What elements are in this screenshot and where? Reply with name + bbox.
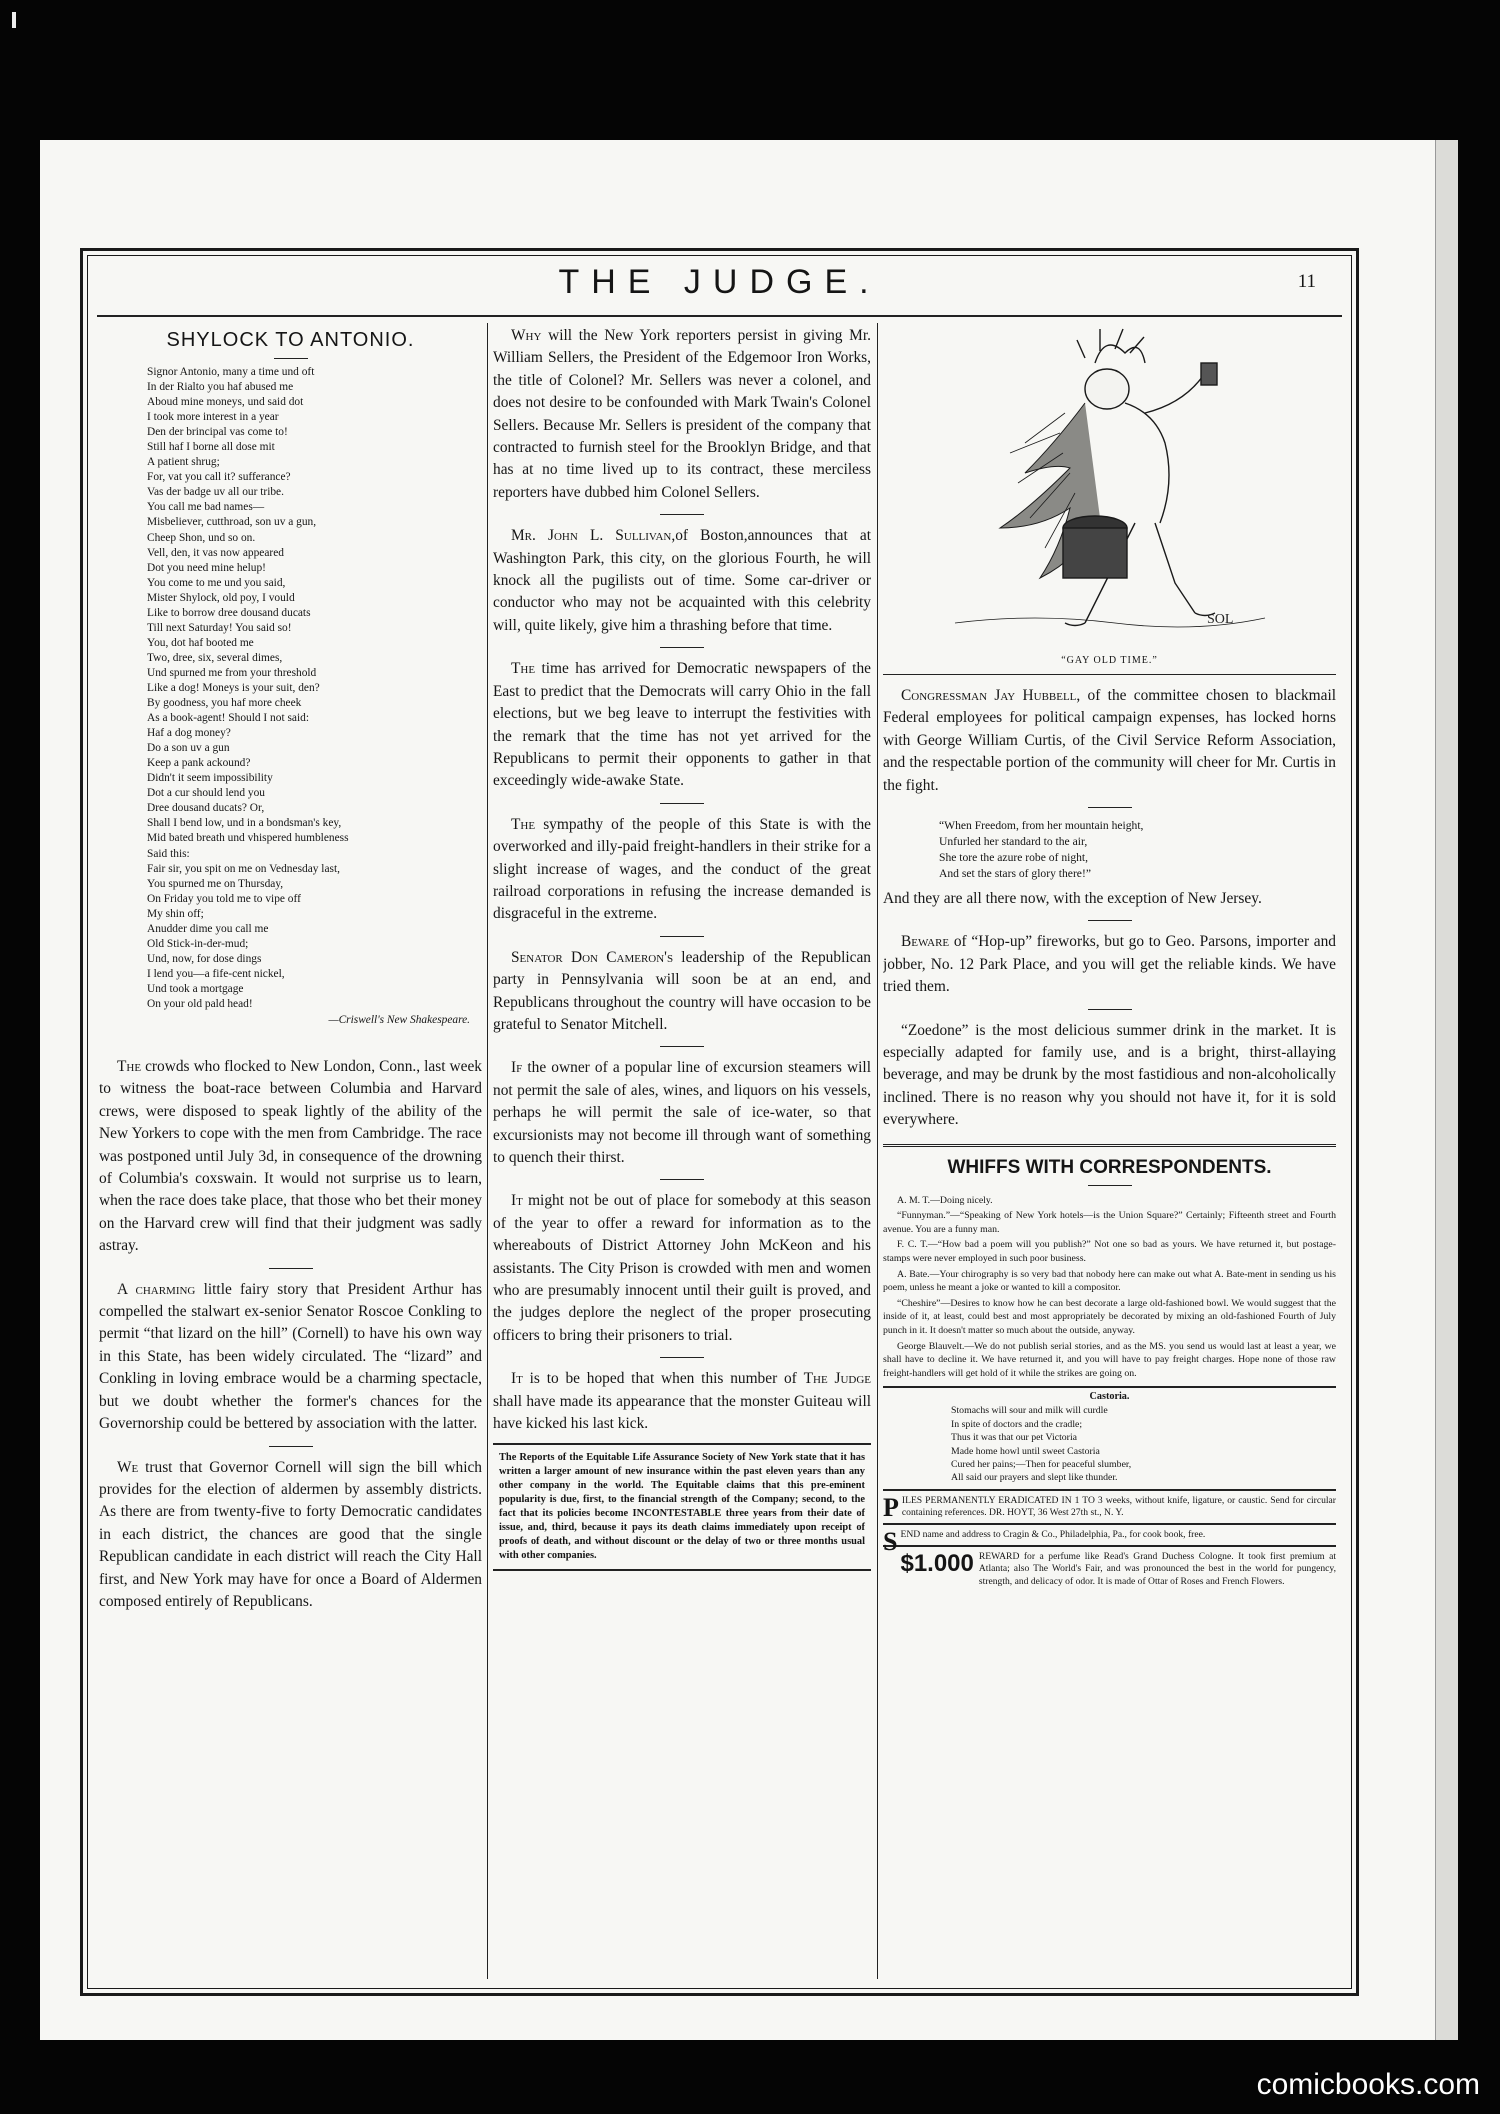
- lead-word: Why: [511, 327, 542, 344]
- lead-word: Beware: [901, 933, 950, 951]
- ad-cook-book: [883, 1523, 1336, 1557]
- poem-line: Dot a cur should lend you: [147, 787, 265, 800]
- poem-line: Misbeliever, cutthroad, son uv a gun,: [147, 516, 317, 529]
- lead-word: The: [511, 815, 536, 833]
- poem-line: On your old pald head!: [147, 997, 253, 1010]
- poem-line: I lend you—a fife-cent nickel,: [147, 967, 285, 980]
- poem-line: As a book-agent! Should I not said:: [147, 712, 309, 725]
- poem-line: Und, now, for dose dings: [147, 952, 262, 965]
- poem-line: Dot you need mine helup!: [147, 561, 266, 574]
- section-dash: [269, 1446, 313, 1447]
- section-dash: [1088, 807, 1132, 808]
- cartoon-illustration: [945, 323, 1275, 655]
- poem-line: Keep a pank ackound?: [147, 757, 251, 770]
- section-dash: [660, 1357, 704, 1358]
- page-frame: [80, 248, 1359, 1996]
- quote-line: She tore the azure robe of night,: [939, 851, 1089, 865]
- cartoon-drawing: [945, 323, 1275, 655]
- lead-word: Mr. John L. Sullivan,: [511, 527, 676, 545]
- article-text: time has arrived for Democratic newspapers of the East to predict that the Democrats will carry Ohio in the fall elections, but we beg leave to interrupt the festivities with the remark that the time has not yet arrived for the Republicans to permit their opponents to gather in that exceedingly wide-awake State.: [493, 660, 871, 790]
- scan-mark: [12, 12, 16, 28]
- lead-word: A charming: [117, 1280, 196, 1298]
- article-text: is to be hoped that when this number of: [522, 1370, 804, 1388]
- poem-line: Old Stick-in-der-mud;: [147, 937, 249, 950]
- article-text: of Boston,announces that at Washington Park, this city, on the glorious Fourth, he will knock all the pugilists out of time. Some car-driver or conductor who may not be acquainted with this celebrity will, quite likely, give him a thrashing before that time.: [493, 527, 871, 634]
- raised-arm: [1145, 373, 1205, 413]
- section-dash: [660, 647, 704, 648]
- bottle: [1201, 363, 1217, 385]
- title-dash: [1088, 1185, 1132, 1186]
- wild-hair: [1095, 345, 1145, 363]
- poem-line: Mid bated breath und vhispered humbleness: [147, 832, 349, 845]
- article-text: shall have made its appearance that the monster Guiteau will have kicked his last kick.: [493, 1392, 871, 1433]
- quote-line: Unfurled her standard to the air,: [939, 835, 1088, 849]
- section-dash: [660, 803, 704, 804]
- correspondent-reply: A. Bate.—Your chirography is so very bad that nobody here can make out what A. Bate-ment in sending us his poem, unless he meant a joke or wanted to kill a compositor.: [883, 1268, 1336, 1294]
- article-new-jersey: And they are all there now, with the exception of New Jersey.: [883, 890, 1262, 908]
- poem-line: You, dot haf booted me: [147, 636, 254, 649]
- poem-line: Aboud mine moneys, und said dot: [147, 396, 304, 409]
- poem-line: You spurned me on Thursday,: [147, 877, 284, 890]
- lead-word: If: [511, 1059, 523, 1077]
- article-text: leadership of the Republican party in Pennsylvania will soon be at an end, and Republicans throughout the country will have occasion to be grateful to Senator Mitchell.: [493, 948, 871, 1033]
- hair-strands: [1077, 329, 1144, 358]
- article-text: of “Hop-up” fireworks, but go to Geo. Parsons, importer and jobber, No. 12 Park Place, and you will get the reliable kinds. We have tried them.: [883, 933, 1336, 996]
- poem-line: Like to borrow dree dousand ducats: [147, 606, 311, 619]
- article-zoedone: “Zoedone” is the most delicious summer drink in the market. It is especially adapted for family use, and is a bright, thirst-allaying beverage, and may be drunk by the most fastidious and non-alcoholically inclined. There is no reason why you should not have it, for it is sold everywhere.: [883, 1021, 1336, 1129]
- column-divider: [877, 323, 878, 1979]
- section-dash: [660, 514, 704, 515]
- poem-line: Said this:: [147, 847, 190, 860]
- article-guiteau: [493, 1368, 871, 1435]
- article-aldermen: [99, 1457, 482, 1614]
- artist-signature: SOL: [1206, 612, 1233, 627]
- caption-rule: [883, 674, 1336, 675]
- article-text: little fairy story that President Arthur has compelled the stalwart ex-senior Senator Roscoe Conkling to permit “that lizard on the hill” (Cornell) to have his own way in this State, has been widely circulated. The “lizard” and Conkling in loving embrace would be a charming spectacle, but we doubt whether the former's chances for the Governorship could be bettered by association with the latter.: [99, 1280, 482, 1433]
- article-hubbell: [883, 685, 1336, 797]
- poem-line: For, vat you call it? sufferance?: [147, 471, 291, 484]
- poem-line: Mister Shylock, old poy, I vould: [147, 591, 295, 604]
- poem-body: [99, 365, 482, 1012]
- drum-body: [1063, 528, 1127, 578]
- poem-line: Still haf I borne all dose mit: [147, 441, 275, 454]
- site-credit: comicbooks.com: [1256, 2068, 1480, 2101]
- lead-word: The: [117, 1058, 142, 1076]
- poem-line: You come to me und you said,: [147, 576, 286, 589]
- quote-line: And set the stars of glory there!”: [939, 867, 1091, 881]
- page-number: 11: [1297, 271, 1316, 292]
- ad-text: REWARD for a perfume like Read's Grand Duchess Cologne. It took first premium at Atlanta; also The World's Fair, and was pronounced the best in the world for pungency, strength, and delicacy of odor. It is made of Ottar of Roses and French Flowers.: [978, 1550, 1336, 1587]
- poem-line: Und spurned me from your threshold: [147, 666, 317, 679]
- the-judge-name: The Judge: [803, 1370, 871, 1388]
- article-excursion: [493, 1057, 871, 1169]
- poem-line: I took more interest in a year: [147, 411, 279, 424]
- castoria-line: Made home howl until sweet Castoria: [951, 1445, 1100, 1457]
- section-dash: [660, 936, 704, 937]
- section-dash: [660, 1046, 704, 1047]
- double-rule: [883, 1144, 1336, 1147]
- lead-word: It: [511, 1192, 523, 1210]
- article-mckeon: [493, 1190, 871, 1347]
- masthead-title: THE JUDGE.: [558, 263, 881, 301]
- poem-line: Cheep Shon, und so on.: [147, 531, 256, 544]
- lead-word: The: [511, 660, 536, 678]
- masthead-rule: [97, 315, 1342, 317]
- castoria-line: All said our prayers and slept like thunder.: [951, 1472, 1118, 1484]
- ad-piles: [883, 1489, 1336, 1523]
- poem-line: By goodness, you haf more cheek: [147, 697, 302, 710]
- castoria-line: Thus it was that our pet Victoria: [951, 1432, 1078, 1444]
- poem-line: Two, dree, six, several dimes,: [147, 651, 283, 664]
- poem-line: In der Rialto you haf abused me: [147, 381, 294, 394]
- section-dash: [1088, 1009, 1132, 1010]
- ad-text: END name and address to Cragin & Co., Philadelphia, Pa., for cook book, free.: [900, 1529, 1206, 1541]
- article-boat-race: [99, 1056, 482, 1258]
- article-ohio: [493, 658, 871, 792]
- article-text: trust that Governor Cornell will sign the bill which provides for the election of aldermen by assembly districts. As there are from twenty-five to forty Democratic candidates in each district, the chances are good that the single Republican candidate in each district will reach the City Hall first, and New York may have for once a Board of Aldermen composed entirely of Republicans.: [99, 1458, 482, 1610]
- column-left: [99, 323, 482, 1979]
- article-text: might not be out of place for somebody at this season of the year to offer a reward for information as to the whereabouts of District Attorney John McKeon and his assistants. The City Prison is crowded with men and women who are presumably innocent until their guilt is proved, and the judges deplore the neglect of the proper prosecuting officers to bring their prisoners to trial.: [493, 1192, 871, 1344]
- freedom-quote: [883, 818, 1336, 882]
- reward-amount: $1.000: [900, 1549, 974, 1577]
- ad-reward: [883, 1545, 1336, 1592]
- castoria-line: Cured her pains;—Then for peaceful slumber,: [951, 1459, 1132, 1471]
- poem-line: Haf a dog money?: [147, 727, 231, 740]
- poem-line: Vas der badge uv all our tribe.: [147, 486, 284, 499]
- article-freight-handlers: [493, 814, 871, 926]
- poem-line: Didn't it seem impossibility: [147, 772, 273, 785]
- poem-line: Und took a mortgage: [147, 982, 244, 995]
- article-text: will the New York reporters persist in giving Mr. William Sellers, the President of the Edgemoor Iron Works, the title of Colonel? Mr. Sellers was never a colonel, and does not desire to be confounded with Mark Twain's Colonel Sellers. Because Mr. Sellers is president of the company that contracted to furnish steel for the Brooklyn Bridge, and that has at no time lived up to its contract, these merciless reporters have dubbed him Colonel Sellers.: [493, 327, 871, 501]
- poem-line: Den der brincipal vas come to!: [147, 426, 288, 439]
- title-dash: [274, 358, 308, 359]
- castoria-title: Castoria.: [883, 1386, 1336, 1402]
- lead-word: It: [511, 1370, 523, 1388]
- article-sellers: [493, 325, 871, 504]
- correspondent-reply: “Cheshire”—Desires to know how he can best decorate a large old-fashioned bowl. We would suggest that the inside of it, at least, could best and most appropriately be decorated by mixing an old-fashioned Fourth of July punch in it. It doesn't matter so much about the outside, anyway.: [883, 1297, 1336, 1337]
- correspondent-reply: A. M. T.—Doing nicely.: [897, 1194, 993, 1206]
- poem-line: Vell, den, it vas now appeared: [147, 546, 284, 559]
- poem-line: You call me bad names—: [147, 501, 265, 514]
- section-dash: [1088, 920, 1132, 921]
- drop-initial: P: [883, 1492, 899, 1522]
- column-divider: [487, 323, 488, 1979]
- poem-line: Like a dog! Moneys is your suit, den?: [147, 681, 320, 694]
- head: [1085, 369, 1129, 409]
- correspondent-reply: “Funnyman.”—“Speaking of New York hotels—is the Union Square?” Certainly; Fifteenth street and Fourth avenue. You are a funny man.: [883, 1210, 1336, 1235]
- poem-attribution: —Criswell's New Shakespeare.: [328, 1014, 470, 1027]
- castoria-verse: [883, 1404, 1336, 1484]
- article-text: sympathy of the people of this State is with the overworked and illy-paid freight-handlers in their strike for a slight increase of wages, and the conduct of the great railroad corporations in refusing the increase demanded is disgraceful in the extreme.: [493, 815, 871, 923]
- correspondent-reply: F. C. T.—“How bad a poem will you publish?” Not one so bad as yours. We have returned it, but postage-stamps were never employed in such poor business.: [883, 1239, 1336, 1265]
- cartoon-caption: “GAY OLD TIME.”: [1061, 655, 1158, 666]
- section-dash: [269, 1268, 313, 1269]
- whiffs-title: WHIFFS WITH CORRESPONDENTS.: [947, 1156, 1272, 1178]
- article-cameron: [493, 947, 871, 1037]
- lead-word: Senator Don Cameron's: [511, 948, 674, 966]
- poem-line: On Friday you told me to vipe off: [147, 892, 301, 905]
- column-middle: [493, 323, 871, 1979]
- article-text: crowds who flocked to New London, Conn., last week to witness the boat-race between Columbia and Harvard crews, were disposed to speak lightly of the ability of the New Yorkers to cope with the men from Cambridge. The race was postponed until July 3d, in consequence of the drowning of Columbia's coxswain. It would not surprise us to learn, when the race does take place, that those who bet their money on the Harvard crew will find that their judgment was sadly astray.: [99, 1058, 482, 1255]
- article-text: of the committee chosen to blackmail Federal employees for political campaign expenses, has locked horns with George William Curtis, of the Civil Service Reform Association, and the respectable portion of the community will cheer for Mr. Curtis in the fight.: [883, 687, 1336, 794]
- lead-word: We: [117, 1458, 139, 1476]
- castoria-line: In spite of doctors and the cradle;: [951, 1418, 1083, 1430]
- poem-line: Fair sir, you spit on me on Vednesday last,: [147, 862, 340, 875]
- poem-line: A patient shrug;: [147, 456, 220, 469]
- article-conkling: [99, 1279, 482, 1436]
- article-text: the owner of a popular line of excursion steamers will not permit the sale of ales, wines, and liquors on his vessels, perhaps he will permit the sale of ice-water, so that excursionists may not become ill through want of something to quench their thirst.: [493, 1059, 871, 1166]
- quote-line: “When Freedom, from her mountain height,: [939, 819, 1144, 833]
- poem-line: Till next Saturday! You said so!: [147, 621, 292, 634]
- article-fireworks: [883, 931, 1336, 998]
- correspondent-reply: George Blauvelt.—We do not publish serial stories, and as the MS. you send us would last at least a year, we shall have to decline it. We have returned it, and you will have to pay freight charges. Hope none of those raw freight-handlers will get hold of it while the strikes are going on.: [883, 1340, 1336, 1379]
- castoria-line: Stomachs will sour and milk will curdle: [951, 1405, 1108, 1417]
- poem-line: Anudder dime you call me: [147, 922, 269, 935]
- poem-line: Shall I bend low, und in a bondsman's key,: [147, 817, 342, 830]
- equitable-notice: The Reports of the Equitable Life Assurance Society of New York state that it has written a larger amount of new insurance within the past eleven years than any other company in the world. The Equitable claims that this pre-eminent popularity is due, first, to the financial strength of the Company; second, to the fact that its policies become INCONTESTABLE three years from their date of issue, and, third, because it pays its death claims immediately upon receipt of proofs of death, and without discount or the delay of two or three months usual with other companies.: [493, 1443, 871, 1571]
- poem-line: My shin off;: [147, 907, 204, 920]
- poem-title: SHYLOCK TO ANTONIO.: [166, 329, 415, 351]
- poem-line: Signor Antonio, many a time und oft: [147, 366, 315, 378]
- lead-word: Congressman Jay Hubbell,: [901, 687, 1081, 704]
- drop-initial: S: [883, 1527, 898, 1557]
- paper-edge: [1435, 140, 1458, 2040]
- correspondents-list: [883, 1194, 1336, 1381]
- column-right: [883, 323, 1336, 1979]
- ad-text: ILES PERMANENTLY ERADICATED IN 1 TO 3 weeks, without knife, ligature, or caustic. Send for circular containing references. DR. HOYT, 36 West 27th st., N. Y.: [901, 1494, 1336, 1519]
- article-sullivan: [493, 525, 871, 637]
- torso: [1125, 403, 1169, 523]
- poem-line: Do a son uv a gun: [147, 742, 230, 755]
- poem-line: Dree dousand ducats? Or,: [147, 802, 265, 815]
- section-dash: [660, 1179, 704, 1180]
